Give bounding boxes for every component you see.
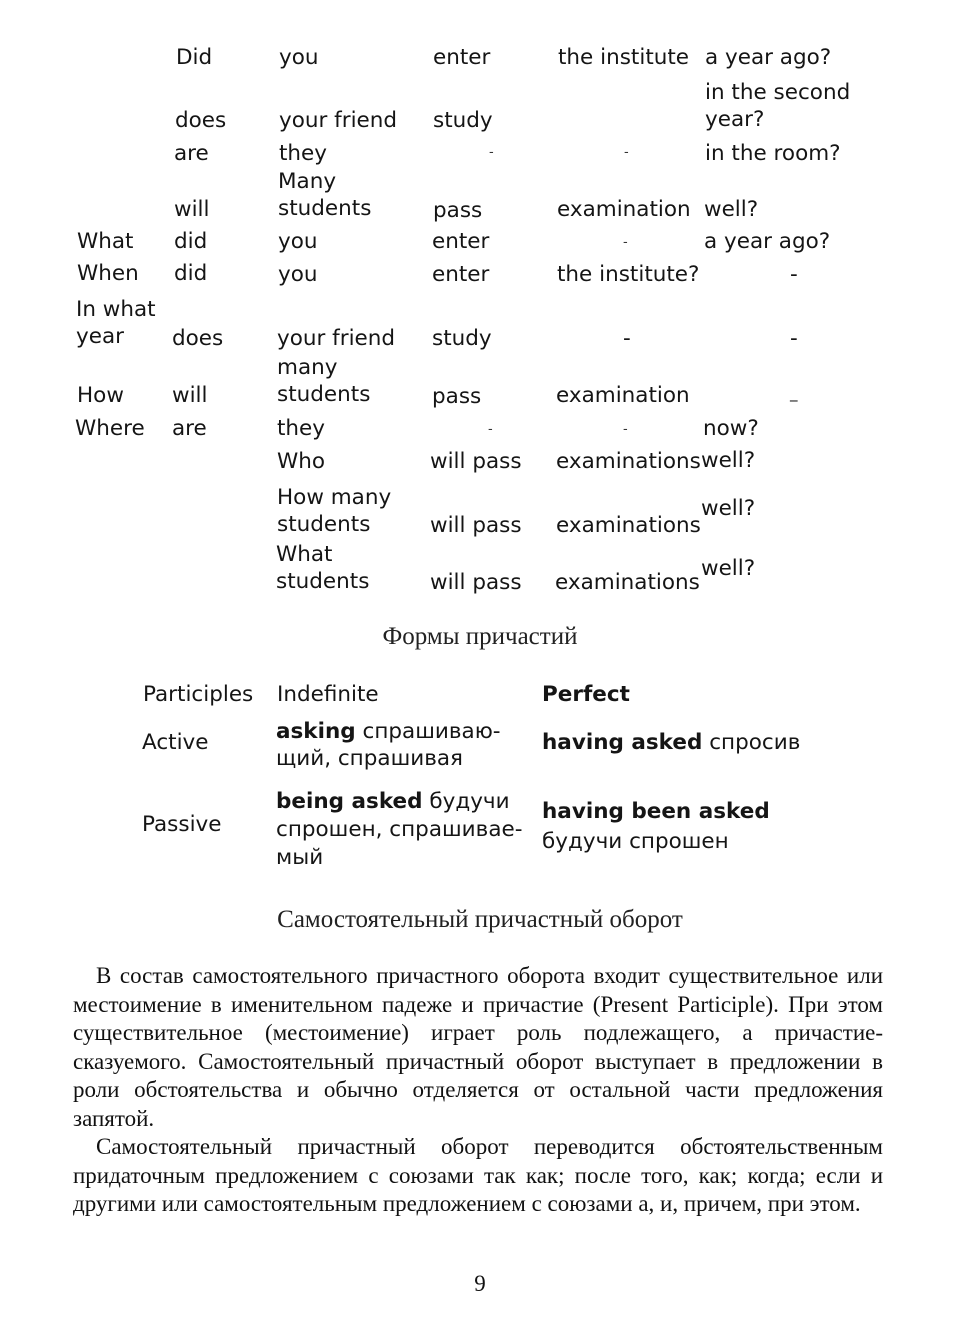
passive-indefinite-translation-3: мый xyxy=(276,845,324,870)
body-paragraph-1: В состав самостоятельного причастного оборота входит существительное или местоимение в именительном падеже и причастие (Present Participle). При этом существительное (местоимение) играет роль подлежащего, а причастие-сказуемого. Самостоятельный причастный оборот выступает в предложении в роли обстоятельства и обычно отделяется от остальной части предложения запятой. xyxy=(73,963,883,1131)
cell-adverb: well? xyxy=(701,556,756,581)
cell-subject: many students xyxy=(277,355,371,407)
cell-subject: they xyxy=(277,416,326,441)
active-perfect-translation: спросив xyxy=(702,730,801,755)
cell-subject: Many students xyxy=(278,169,372,221)
cell-verb: will pass xyxy=(430,570,522,595)
passive-indefinite-translation-2: спрошен, спрашивае- xyxy=(276,817,523,842)
cell-subject: they xyxy=(279,141,328,166)
cell-wh: How xyxy=(77,383,124,408)
cell-object: examinations xyxy=(555,570,700,595)
cell-object: examinations xyxy=(556,449,701,474)
active-indefinite-translation-2: щий, спрашивая xyxy=(276,746,463,771)
cell-object: examination xyxy=(557,197,691,222)
passive-perfect-form: having been asked xyxy=(542,799,770,824)
active-indefinite-cell xyxy=(276,718,501,772)
absolute-construction-heading: Самостоятельный причастный оборот xyxy=(277,906,683,933)
passive-indefinite-form: being asked xyxy=(276,789,423,814)
active-perfect-form: having asked xyxy=(542,730,703,755)
cell-verb: pass xyxy=(432,384,482,409)
cell-subject: How many students xyxy=(277,485,392,537)
cell-subject: What students xyxy=(276,542,370,594)
passive-indefinite-translation-1: будучи xyxy=(422,789,510,814)
cell-adverb: _ xyxy=(790,384,798,402)
cell-verb: will pass xyxy=(430,513,522,538)
cell-wh: Where xyxy=(75,416,145,441)
cell-adverb: in the second year? xyxy=(705,80,851,132)
cell-verb: enter xyxy=(432,229,490,254)
cell-verb: enter xyxy=(433,45,491,70)
cell-subject: your friend xyxy=(279,108,398,133)
page-number: 9 xyxy=(474,1271,486,1296)
cell-aux: are xyxy=(174,141,209,166)
cell-object: - xyxy=(623,422,628,437)
cell-verb: - xyxy=(489,145,494,160)
cell-subject: your friend xyxy=(277,326,396,351)
cell-object: examinations xyxy=(556,513,701,538)
cell-object: the institute xyxy=(558,45,690,70)
cell-object: - xyxy=(623,326,631,351)
cell-aux: does xyxy=(172,326,224,351)
cell-aux: does xyxy=(175,108,227,133)
cell-verb: enter xyxy=(432,262,490,287)
header-indefinite: Indefinite xyxy=(277,682,379,707)
body-paragraph-2: Самостоятельный причастный оборот переводится обстоятельственным придаточным предложением с союзами так как; после того, как; когда; если и другими или самостоятельным предложением с союзами а, и, причем, при этом. xyxy=(73,1134,883,1216)
cell-object: - xyxy=(624,145,629,160)
cell-object: the institute? xyxy=(557,262,700,287)
cell-subject: you xyxy=(279,45,319,70)
cell-adverb: well? xyxy=(701,496,756,521)
cell-adverb: - xyxy=(790,262,798,287)
cell-aux: did xyxy=(174,261,208,286)
passive-indefinite-cell xyxy=(276,788,522,872)
cell-adverb: well? xyxy=(704,197,759,222)
row-label-active: Active xyxy=(142,730,209,755)
cell-verb: study xyxy=(432,326,492,351)
cell-wh: What xyxy=(77,229,134,254)
cell-adverb: well? xyxy=(701,448,756,473)
active-indefinite-form: asking xyxy=(276,719,356,744)
cell-subject: Who xyxy=(277,449,326,474)
cell-aux: are xyxy=(172,416,207,441)
cell-aux: will xyxy=(174,197,210,222)
cell-adverb: - xyxy=(790,326,798,351)
cell-subject: you xyxy=(278,229,318,254)
cell-adverb: a year ago? xyxy=(704,229,831,254)
cell-wh: When xyxy=(77,261,139,286)
cell-object: - xyxy=(623,235,628,250)
participles-heading: Формы причастий xyxy=(382,623,578,650)
cell-aux: Did xyxy=(176,45,213,70)
cell-adverb: a year ago? xyxy=(705,45,832,70)
cell-verb: - xyxy=(488,422,493,437)
cell-verb: pass xyxy=(433,198,483,223)
cell-aux: did xyxy=(174,229,208,254)
cell-aux: will xyxy=(172,383,208,408)
passive-perfect-translation: будучи спрошен xyxy=(542,829,729,854)
header-participles: Participles xyxy=(143,682,254,707)
active-perfect-cell xyxy=(542,729,800,756)
cell-adverb: now? xyxy=(703,416,759,441)
active-indefinite-translation-1: спрашиваю- xyxy=(355,719,501,744)
cell-object: examination xyxy=(556,383,690,408)
cell-subject: you xyxy=(278,262,318,287)
cell-verb: study xyxy=(433,108,493,133)
header-perfect: Perfect xyxy=(542,682,630,707)
cell-verb: will pass xyxy=(430,449,522,474)
row-label-passive: Passive xyxy=(142,812,222,837)
cell-adverb: in the room? xyxy=(705,141,841,166)
cell-wh: In what year xyxy=(76,297,156,349)
passive-perfect-cell xyxy=(542,797,770,857)
